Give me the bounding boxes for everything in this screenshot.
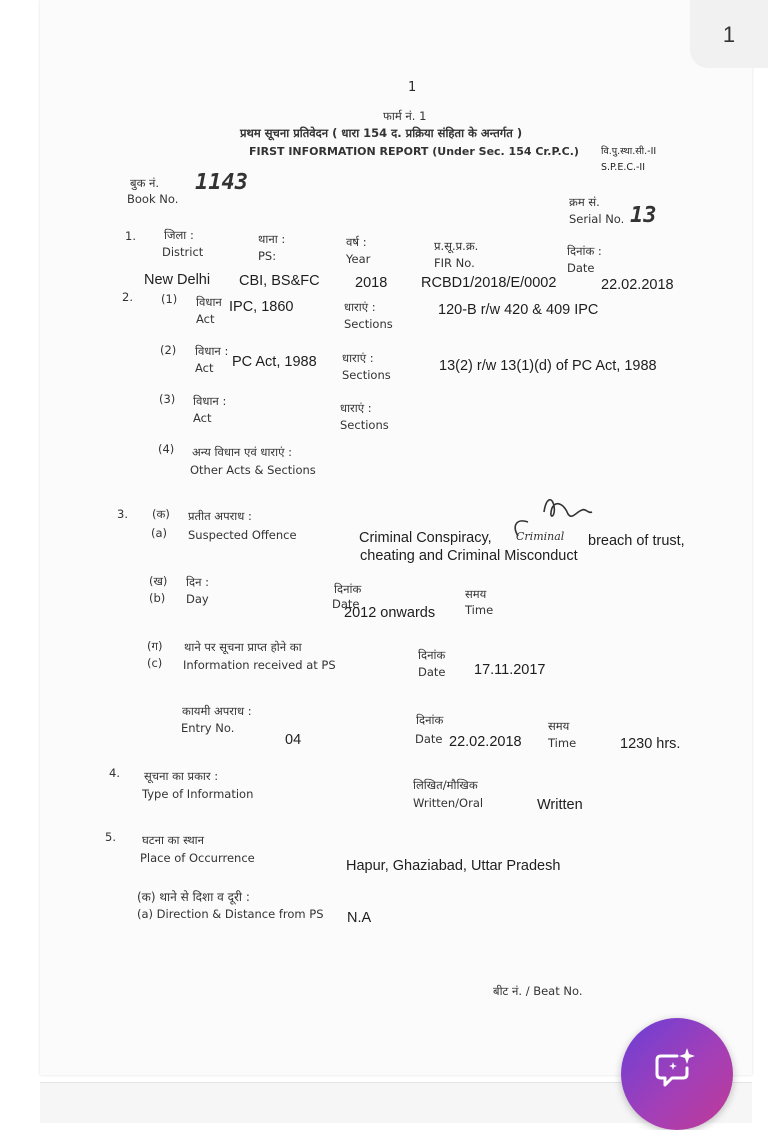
section-1-number: 1.	[125, 229, 136, 243]
info-date-label: Date	[418, 665, 446, 679]
act-1-index: (1)	[161, 292, 178, 306]
act-1-value: IPC, 1860	[229, 299, 294, 315]
act-2-sections-label: Sections	[342, 368, 391, 382]
fir-label: FIR No.	[434, 256, 475, 270]
district-value: New Delhi	[144, 272, 211, 288]
place-label-hindi: घटना का स्थान	[142, 833, 205, 847]
act-1-sections-value: 120-B r/w 420 & 409 IPC	[438, 302, 599, 318]
act-2-index: (2)	[160, 343, 177, 357]
year-value: 2018	[355, 275, 388, 291]
book-no-label-hindi: बुक नं.	[130, 176, 160, 190]
district-label-hindi: जिला :	[164, 228, 194, 242]
act-1-sections-label-hindi: धाराएं :	[344, 300, 376, 314]
day-date-value: 2012 onwards	[344, 605, 436, 621]
year-label-hindi: वर्ष :	[346, 235, 367, 249]
direction-label: (a) Direction & Distance from PS	[137, 907, 324, 921]
signature-mark	[506, 490, 606, 550]
act-3-sections-label-hindi: धाराएं :	[340, 401, 372, 415]
info-type-label-hindi: सूचना का प्रकार :	[144, 769, 219, 783]
place-label: Place of Occurrence	[140, 851, 255, 865]
other-acts-index: (4)	[158, 442, 175, 456]
book-no-label: Book No.	[127, 192, 179, 206]
spec-english: S.P.E.C.-II	[601, 162, 646, 173]
entry-date-value: 22.02.2018	[449, 734, 522, 750]
info-label-hindi: थाने पर सूचना प्राप्त होने का	[184, 640, 302, 654]
date-label: Date	[567, 261, 595, 275]
date-label-hindi: दिनांक :	[567, 244, 602, 258]
info-date-value: 17.11.2017	[474, 662, 546, 678]
entry-time-value: 1230 hrs.	[620, 736, 681, 752]
offence-handwritten: Criminal	[516, 530, 565, 543]
entry-date-label-hindi: दिनांक	[416, 713, 444, 727]
info-index-hindi: (ग)	[147, 639, 163, 653]
info-index: (c)	[147, 656, 163, 670]
direction-value: N.A	[347, 910, 372, 926]
serial-no-label: Serial No.	[569, 212, 625, 226]
day-date-label: Date	[332, 597, 360, 611]
other-acts-label-hindi: अन्य विधान एवं धाराएं :	[192, 445, 292, 459]
info-type-value: Written	[537, 797, 583, 813]
act-1-label-hindi: विधान	[196, 295, 222, 309]
other-acts-label: Other Acts & Sections	[190, 463, 316, 477]
act-1-label: Act	[196, 312, 215, 326]
act-3-label-hindi: विधान :	[193, 394, 227, 408]
section-5-number: 5.	[105, 830, 116, 844]
offence-label: Suspected Offence	[188, 528, 297, 542]
info-label: Information received at PS	[183, 658, 336, 672]
offence-label-hindi: प्रतीत अपराध :	[188, 509, 252, 523]
ps-label: PS:	[258, 249, 277, 263]
entry-label: Entry No.	[181, 721, 235, 735]
written-oral-label: Written/Oral	[413, 796, 484, 810]
date-value: 22.02.2018	[601, 277, 674, 293]
section-3-number: 3.	[117, 507, 128, 521]
act-3-index: (3)	[159, 392, 176, 406]
offence-index-hindi: (क)	[152, 507, 170, 521]
act-3-sections-label: Sections	[340, 418, 389, 432]
section-4-number: 4.	[109, 766, 120, 780]
day-index-hindi: (ख)	[149, 574, 168, 588]
ps-value: CBI, BS&FC	[239, 273, 320, 289]
day-label-hindi: दिन :	[186, 575, 209, 589]
entry-date-label: Date	[415, 732, 443, 746]
act-1-sections-label: Sections	[344, 317, 393, 331]
fir-label-hindi: प्र.सू.प्र.क्र.	[434, 239, 479, 253]
day-time-label: Time	[465, 603, 494, 617]
info-type-label: Type of Information	[142, 787, 254, 801]
entry-label-hindi: कायमी अपराध :	[182, 704, 252, 718]
book-no-value: 1143	[195, 170, 248, 195]
ai-chat-sparkle-icon	[651, 1044, 699, 1092]
entry-time-label: Time	[548, 736, 577, 750]
day-time-label-hindi: समय	[465, 587, 487, 601]
spec-hindi: वि.पु.स्था.सी.-II	[601, 146, 657, 157]
offence-line-2: cheating and Criminal Misconduct	[360, 548, 578, 564]
beat-no-label: बीट नं. / Beat No.	[493, 984, 583, 998]
written-oral-label-hindi: लिखित/मौखिक	[413, 778, 478, 792]
offence-line-1: Criminal Conspiracy,	[359, 530, 492, 546]
title-english: FIRST INFORMATION REPORT (Under Sec. 154 Cr.P.C.)	[249, 145, 579, 158]
serial-no-label-hindi: क्रम सं.	[569, 195, 600, 209]
act-2-sections-value: 13(2) r/w 13(1)(d) of PC Act, 1988	[439, 358, 657, 374]
act-3-label: Act	[193, 411, 212, 425]
act-2-label: Act	[195, 361, 214, 375]
place-value: Hapur, Ghaziabad, Uttar Pradesh	[346, 858, 561, 874]
serial-no-value: 13	[630, 203, 657, 228]
act-2-sections-label-hindi: धाराएं :	[342, 351, 374, 365]
page-indicator[interactable]	[690, 0, 768, 68]
page-indicator-number: 1	[722, 22, 736, 47]
district-label: District	[162, 245, 204, 259]
act-2-value: PC Act, 1988	[232, 354, 317, 370]
year-label: Year	[346, 252, 371, 266]
form-number: फार्म नं. 1	[383, 109, 427, 123]
offence-index: (a)	[151, 526, 168, 540]
act-2-label-hindi: विधान :	[195, 344, 229, 358]
fir-value: RCBD1/2018/E/0002	[421, 275, 557, 291]
ai-assistant-button[interactable]	[621, 1018, 733, 1130]
info-date-label-hindi: दिनांक	[418, 648, 446, 662]
day-label: Day	[186, 592, 209, 606]
day-date-label-hindi: दिनांक	[334, 582, 362, 596]
section-2-number: 2.	[122, 290, 133, 304]
entry-time-label-hindi: समय	[548, 719, 570, 733]
day-index: (b)	[149, 591, 166, 605]
entry-value: 04	[285, 732, 302, 748]
direction-label-hindi: (क) थाने से दिशा व दूरी :	[137, 890, 250, 904]
offence-line-1-end: breach of trust,	[588, 533, 685, 549]
page-number: 1	[408, 80, 417, 95]
ps-label-hindi: थाना :	[258, 232, 286, 246]
title-hindi: प्रथम सूचना प्रतिवेदन ( धारा 154 द. प्रक्रिया संहिता के अन्तर्गत )	[240, 126, 523, 140]
